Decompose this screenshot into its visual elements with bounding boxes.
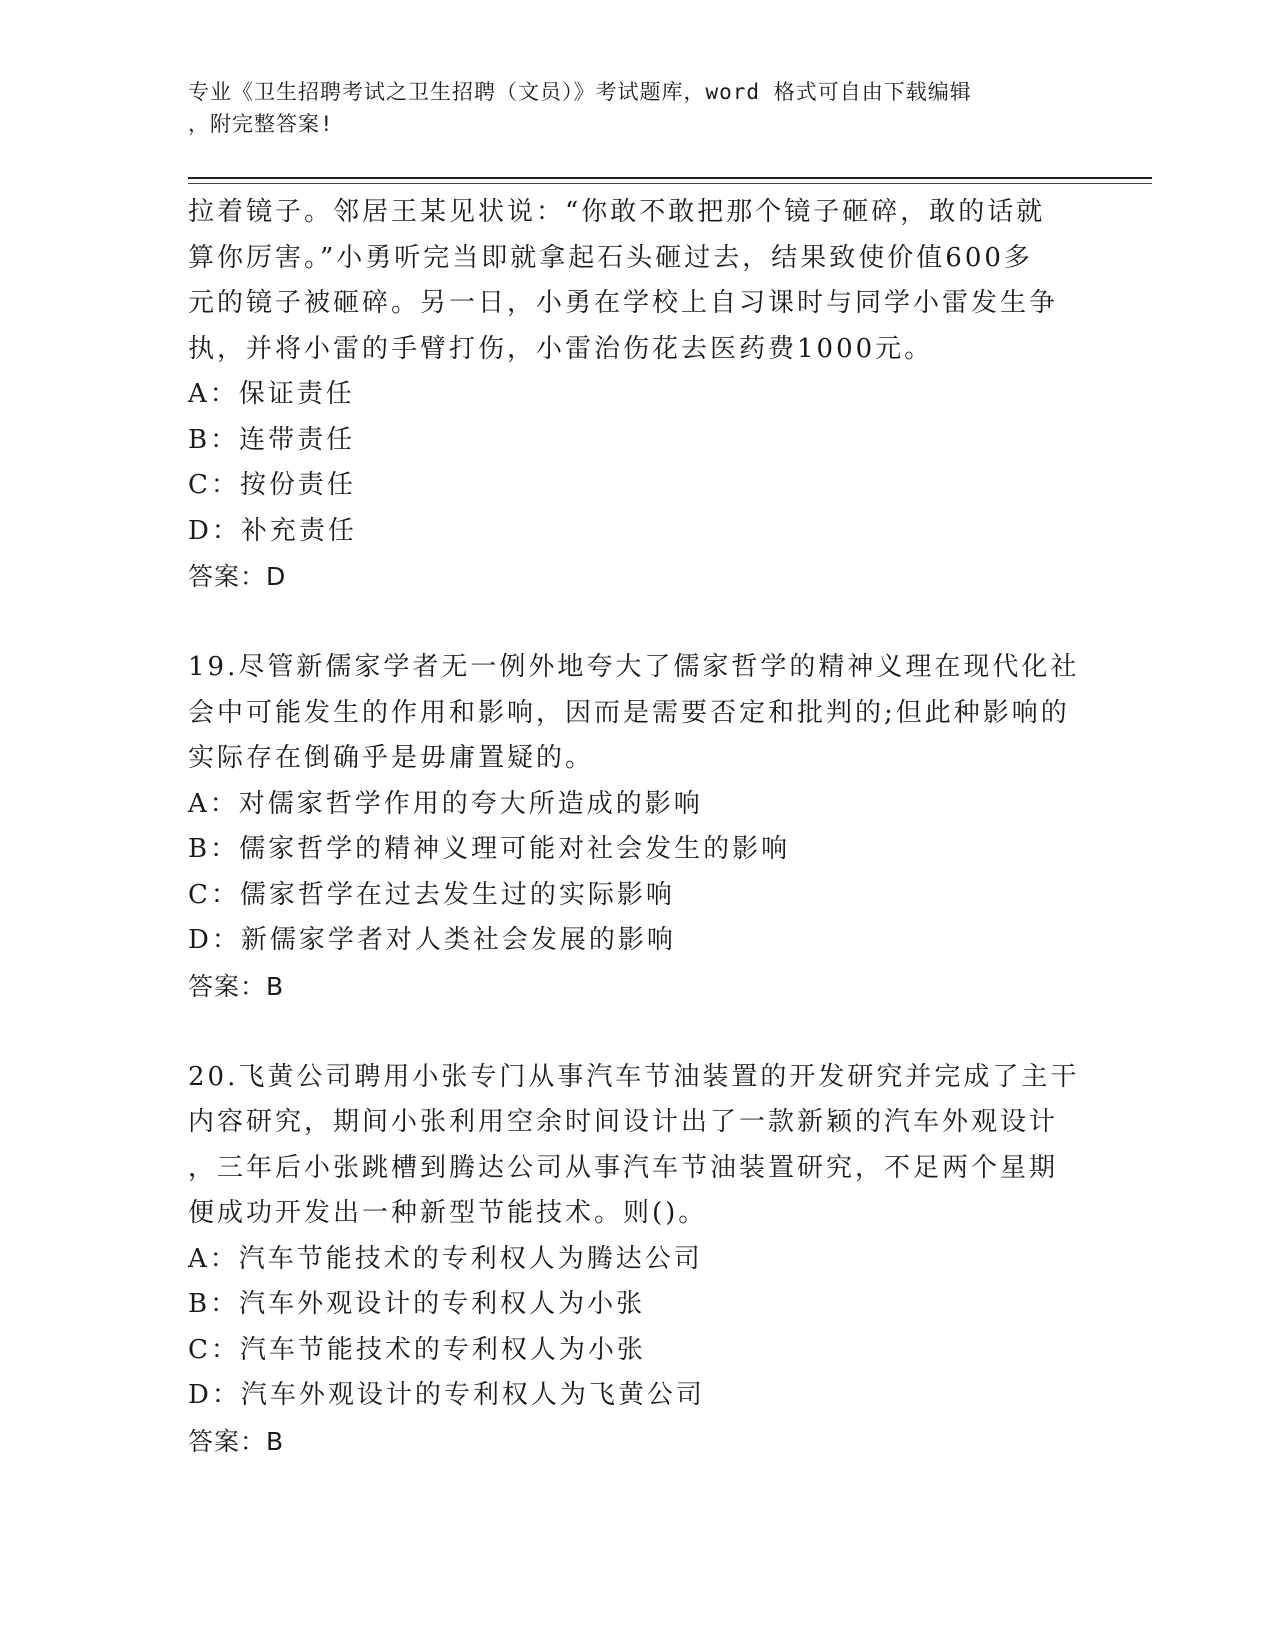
stem-line: ，三年后小张跳槽到腾达公司从事汽车节油装置研究，不足两个星期 (188, 1152, 1059, 1183)
question-19 (188, 645, 1088, 1009)
stem-line: 实际存在倒确乎是毋庸置疑的。 (188, 743, 595, 773)
stem-line: 20.飞黄公司聘用小张专门从事汽车节油装置的开发研究并完成了主干 (188, 1061, 1080, 1092)
stem-line: 会中可能发生的作用和影响，因而是需要否定和批判的;但此种影响的 (188, 697, 1070, 728)
header-divider-thin (188, 183, 1152, 184)
stem-line: 内容研究，期间小张利用空余时间设计出了一款新颖的汽车外观设计 (188, 1107, 1059, 1137)
option-a: A：保证责任 (188, 379, 355, 409)
question-gap (188, 600, 1088, 646)
option-b: B：儒家哲学的精神义理可能对社会发生的影响 (188, 834, 791, 864)
option-c: C：汽车节能技术的专利权人为小张 (188, 1334, 646, 1365)
question-18 (188, 190, 1088, 600)
option-d: D：汽车外观设计的专利权人为飞黄公司 (188, 1380, 705, 1410)
stem-line: 19.尽管新儒家学者无一例外地夸大了儒家哲学的精神义理在现代化社 (188, 652, 1080, 682)
option-d: D：补充责任 (188, 515, 357, 546)
answer-line: 答案：D (188, 562, 287, 591)
stem-line: 元的镜子被砸碎。另一日，小勇在学校上自习课时与同学小雷发生争 (188, 288, 1059, 318)
option-a: A：对儒家哲学作用的夸大所造成的影响 (188, 788, 703, 819)
answer-line: 答案：B (188, 1426, 285, 1456)
stem-line: 执，并将小雷的手臂打伤，小雷治伤花去医药费1000元。 (188, 333, 934, 364)
header-divider-thick (188, 177, 1152, 179)
option-b: B：连带责任 (188, 424, 356, 455)
header-line-2: ，附完整答案! (188, 112, 334, 136)
stem-line: 便成功开发出一种新型节能技术。则()。 (188, 1198, 708, 1228)
question-stem (188, 645, 1088, 782)
option-d: D：新儒家学者对人类社会发展的影响 (188, 925, 676, 955)
document-body (188, 190, 1088, 1464)
answer-line: 答案：B (188, 971, 285, 1001)
question-stem (188, 1055, 1088, 1237)
option-a: A：汽车节能技术的专利权人为腾达公司 (188, 1243, 703, 1274)
question-20 (188, 1055, 1088, 1465)
header-line-1: 专业《卫生招聘考试之卫生招聘（文员）》考试题库，word 格式可自由下载编辑 (188, 80, 972, 104)
option-c: C：儒家哲学在过去发生过的实际影响 (188, 879, 675, 910)
question-gap (188, 1009, 1088, 1055)
question-stem (188, 190, 1088, 372)
stem-line: 算你厉害。”小勇听完当即就拿起石头砸过去，结果致使价值600多 (188, 242, 1033, 273)
option-c: C：按份责任 (188, 470, 356, 500)
document-header (188, 76, 1068, 140)
option-b: B：汽车外观设计的专利权人为小张 (188, 1289, 646, 1319)
stem-line: 拉着镜子。邻居王某见状说：“你敢不敢把那个镜子砸碎，敢的话就 (188, 197, 1046, 227)
